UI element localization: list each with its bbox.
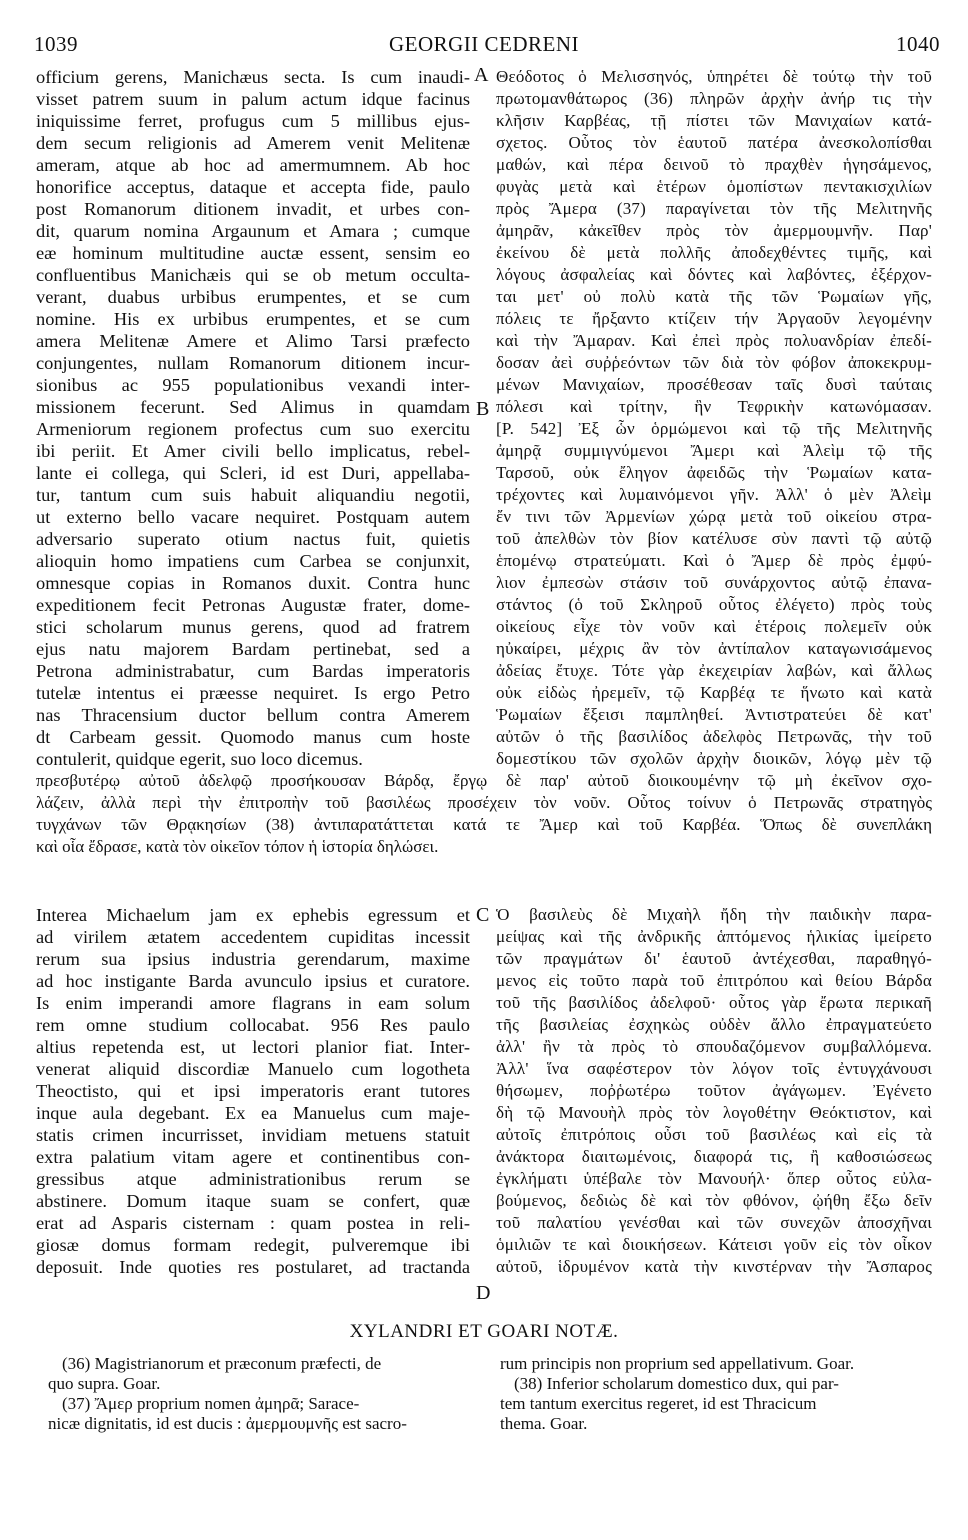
text-line: tutelæ intentus ei præesse nequiret. Is ergo Petro	[36, 683, 470, 703]
text-line: πρεσβυτέρῳ αὐτοῦ ἀδελφῷ προσήκουσαν Βάρδᾳ, ἔργῳ δὲ παρ' αὐτοῦ διοικουμένην τῷ μὴ ἐκεῖνον σχο-	[36, 771, 932, 790]
text-line: abstinere. Domum itaque suam se confert, quæ	[36, 1191, 470, 1211]
text-line: Interea Michaelum jam ex ephebis egressum et	[36, 905, 470, 925]
text-line: καὶ τὴν Ἄμαραν. Καὶ ἐπεὶ πρὸς πολυανδρίαν ἐπεδί-	[496, 331, 932, 350]
text-line: οὐκ εἰδὼς ἠρεμεῖν, τῷ Καρβέᾳ τε ἥνωτο καὶ κατὰ	[496, 683, 932, 702]
text-line: δομεστίκου τῶν σχολῶν ἀρχὴν διοικῶν, λόγῳ μὲν τῷ	[496, 749, 932, 768]
text-line: θήσωμεν, ποῤῥωτέρω τοῦτον ἀγάγωμεν. Ἐγένετο	[496, 1081, 932, 1100]
notes-title: XYLANDRI ET GOARI NOTÆ.	[349, 1321, 619, 1342]
text-line: rerum sua ipsius industria gerendarum, maxime	[36, 949, 470, 969]
note-line: thema. Goar.	[500, 1414, 588, 1433]
text-line: μενος εἰς τοῦτο παρὰ τοῦ ἐπιτρόπου καὶ θείου Βάρδα	[496, 971, 932, 990]
text-line: πόλεις τε ἤρξαντο κτίζειν τήν Ἀργαοῦν λεγομένην	[496, 309, 932, 328]
text-line: σχετος. Οὗτος τὸν ἑαυτοῦ πατέρα ἀνεσκολοπίσθαι	[496, 133, 932, 152]
text-line: confluentibus Manichæis qui se ob metum occulta-	[36, 265, 470, 285]
latin-column-top	[36, 66, 470, 770]
text-line: ηὐκαίρει, μέχρις ἂν τὸν ἀντίπαλον καταγωνισάμενος	[496, 639, 932, 658]
text-line: πρὸς Ἄμερα (37) παραγίνεται τὸν τῆς Μελιτηνῆς	[496, 199, 932, 218]
text-line: Petrona administrabatur, cum Bardas imperatoris	[36, 661, 470, 681]
text-line: conjungentes, nullam Romanorum ditionem incur-	[36, 353, 470, 373]
text-line: οἰκείους εἶχε τὸν νοῦν καὶ ἑτέροις πολεμεῖν οὐκ	[496, 617, 932, 636]
text-line: honorifice acceptus, dataque et accepta fide, paulo	[36, 177, 470, 197]
text-line: adversario superato otium nactus fuit, quietis	[36, 529, 470, 549]
text-line: Ῥωμαίων ἔξεισι παμπληθεί. Ἀντιστρατεύει δὲ κατ'	[496, 705, 932, 724]
text-line: στάντος (ὁ τοῦ Σκληροῦ οὗτος ἐλέγετο) πρὸς τοὺς	[496, 595, 932, 614]
text-line: λόγους ἀσφαλείας καὶ δόντες καὶ λαβόντες, ἐξέρχον-	[496, 265, 932, 284]
note-line: (37) Ἄμερ proprium nomen ἀμηρᾶ; Sarace-	[62, 1394, 360, 1413]
text-line: amera Melitenæ Amere et Alimo Tarsi præfecto	[36, 331, 470, 351]
note-line: (38) Inferior scholarum domestico dux, qui par-	[514, 1374, 839, 1393]
text-line: μαθών, καὶ πέρα δεινοῦ τὸ πραχθὲν ἡγησάμενος,	[496, 155, 932, 174]
latin-column-bottom	[36, 904, 470, 1278]
text-line: αὐτοῖς ἐπιτρόποις οὖσι τοῦ βασιλέως καὶ εἰς τὰ	[496, 1125, 932, 1144]
text-line: omnesque copias in Romanos duxit. Contra hunc	[36, 573, 470, 593]
text-line: giosæ domus formam redegit, pulveremque ibi	[36, 1235, 470, 1255]
text-line: altius repetenda est, ut lectori planior fiat. Inter-	[36, 1037, 470, 1057]
text-line: venerat aliquid discordiæ Manuelo cum logotheta	[36, 1059, 470, 1079]
text-line: ut externo bello vacare nequiret. Postquam autem	[36, 507, 470, 527]
text-line: inque aula degebant. Ex ea Manuelus cum maje-	[36, 1103, 470, 1123]
margin-marker-c: C	[476, 904, 490, 926]
text-line: αὐτῶν ὁ τῆς βασιλίδος ἀδελφὸς Πετρωνᾶς, τὴν τοῦ	[496, 727, 932, 746]
greek-column-bottom	[496, 904, 932, 1278]
text-line: τῆς βασιλείας ἐσχηκὼς οὐδὲν ἄλλο ἐπραγματεύετο	[496, 1015, 932, 1034]
page-number-right: 1040	[896, 32, 940, 56]
text-line: βούμενος, δεδιὼς δὲ καὶ τὸν φθόνον, ᾠήθη ἔξω δεῖν	[496, 1191, 932, 1210]
text-line: eæ hominum multitudine auctæ essent, sensim eo	[36, 243, 470, 263]
text-line: officium gerens, Manichæus secta. Is cum inaudi-	[36, 67, 470, 87]
text-line: τοῦ παλατίου γενέσθαι καὶ τῶν συνεχῶν ἀποσχῆναι	[496, 1213, 932, 1232]
text-line: tur, tantum cum suis habuit aliquandiu negotii,	[36, 485, 470, 505]
greek-column-top	[496, 66, 932, 770]
text-line: αὐτοῦ, ἱδρυμένον κατὰ τὴν κινστέρναν τὴν Ἄσπαρος	[496, 1257, 932, 1276]
text-line: erat ad Asparis cisternam : quam postea in reli-	[36, 1213, 470, 1233]
text-line: [P. 542] Ἐξ ὧν ὁρμώμενοι καὶ τῷ τῆς Μελιτηνῆς	[496, 419, 932, 438]
text-line: nomine. His ex urbibus erumpentes, et se cum	[36, 309, 470, 329]
margin-marker-a: A	[474, 64, 489, 86]
text-line: ameram, atque ab hoc ad amermumnem. Ab hoc	[36, 155, 470, 175]
text-line: missionem fecerunt. Sed Alimus in quamdam	[36, 397, 470, 417]
text-line: Is enim imperandi amore flagrans in eam solum	[36, 993, 470, 1013]
text-line: contulerit, quidque egerit, suo loco dicemus.	[36, 749, 363, 769]
page-number-left: 1039	[34, 32, 78, 56]
text-line: lante ei collega, qui Scleri, id est Duri, appellaba-	[36, 463, 470, 483]
text-line: deposuit. Inde quoties res postularet, ad tractanda	[36, 1257, 470, 1277]
text-line: iniquissime ferret, profugus cum 5 millibus ejus-	[36, 111, 470, 131]
text-line: stici scholarum munus gerens, quod ad fratrem	[36, 617, 470, 637]
text-line: expeditionem fecit Petronas Augustæ frater, dome-	[36, 595, 470, 615]
text-line: ἀμηρᾷ συμμιγνύμενοι Ἄμερι καὶ Ἀλεὶμ τῷ τῆς	[496, 441, 932, 460]
text-line: dit, quarum nomina Argaunum et Amara ; cumque	[36, 221, 470, 241]
running-title: GEORGII CEDRENI	[388, 32, 580, 56]
text-line: sionibus ac 955 populationibus vexandi inter-	[36, 375, 470, 395]
text-line: Θεόδοτος ὁ Μελισσηνός, ὑπηρέτει δὲ τούτῳ τὴν τοῦ	[496, 67, 932, 86]
text-line: ad virilem ætatem accedentem cupiditas incessit	[36, 927, 470, 947]
text-line: λάζειν, ἀλλὰ περὶ τὴν ἐπιτροπὴν τοῦ βασιλέως προσέχειν τὸν νοῦν. Οὗτος τοίνυν ὁ Πετρωνᾶς στρατηγὸς	[36, 793, 932, 812]
text-line: ἐγκλήματι ὑπέβαλε τὸν Μανουήλ· ὅπερ οὗτος εὐλα-	[496, 1169, 932, 1188]
text-line: ὁμιλιῶν τε καὶ διοικήσεων. Κάτεισι γοῦν εἰς τὸν οἶκον	[496, 1235, 932, 1254]
text-line: δοσαν ἀεὶ συῤῥεόντων τῶν διὰ τὸν φόβον ἀποκεκρυμ-	[496, 353, 932, 372]
greek-full-width-passage	[36, 770, 932, 858]
text-line: ἀλλ' ἢν τὰ πρὸς τὸ σπουδαζόμενον συμβαλλόμενα.	[496, 1037, 932, 1056]
text-line: visset patrem suum in palum actum idque facinus	[36, 89, 470, 109]
notes-column-right	[500, 1354, 930, 1434]
text-line: τῶν πραγμάτων δι' ἑαυτοῦ ἀντέχεσθαι, παραθηγό-	[496, 949, 932, 968]
text-line: alioquin homo impatiens cum Carbea se conjunxit,	[36, 551, 470, 571]
text-line: ἔν τινι τῶν Ἀρμενίων χώρᾳ μετὰ τοῦ οἰκείου στρα-	[496, 507, 932, 526]
note-line: quo supra. Goar.	[48, 1374, 161, 1393]
text-line: Ὁ βασιλεὺς δὲ Μιχαὴλ ἤδη τὴν παιδικὴν παρα-	[496, 905, 932, 924]
text-line: τρέχοντες καὶ λυμαινόμενοι γῆν. Ἀλλ' ὁ μὲν Ἀλεὶμ	[496, 485, 932, 504]
text-line: Armeniorum regionem profectus cum suo exercitu	[36, 419, 470, 439]
text-line: κλῆσιν Καρβέας, τῇ πίστει τῶν Μανιχαίων κατά-	[496, 111, 932, 130]
text-line: rem omne studium collocabat. 956 Res paulo	[36, 1015, 470, 1035]
note-line: rum principis non proprium sed appellativum. Goar.	[500, 1354, 855, 1373]
text-line: δὴ τῷ Μανουὴλ πρὸς τὸν λογοθέτην Θεόκτιστον, καὶ	[496, 1103, 932, 1122]
text-line: ἀμηρᾶν, κἀκεῖθεν πρὸς τὸν ἀμερμουμνῆν. Παρ'	[496, 221, 932, 240]
text-line: Ἀλλ' ἵνα σαφέστερον τὸν λόγον τοῖς ἐντυγχάνουσι	[496, 1059, 932, 1078]
note-line: nicæ dignitatis, id est ducis : ἀμερμουμνῆς est sacro-	[48, 1414, 407, 1433]
text-line: dt Carbeam gessit. Quomodo manus cum hoste	[36, 727, 470, 747]
text-line: dem secum religionis ad Amerem venit Melitenæ	[36, 133, 470, 153]
margin-marker-d: D	[476, 1282, 491, 1304]
text-line: πόλεσι καὶ τρίτην, ἣν Τεφρικὴν κατωνόμασαν.	[496, 397, 932, 416]
text-line: ejus natu majorem Bardam pertinebat, sed a	[36, 639, 470, 659]
text-line: Theoctisto, qui et ipsi imperatoris erant tutores	[36, 1081, 470, 1101]
text-line: nas Thracensium ductor bellum contra Amerem	[36, 705, 470, 725]
text-line: ἀδείας ἔτυχε. Τότε γὰρ ἐκεχειρίαν λαβών, καὶ ἄλλως	[496, 661, 932, 680]
notes-column-left	[48, 1354, 468, 1434]
text-line: gressibus atque administrationibus rerum se	[36, 1169, 470, 1189]
text-line: τοῦ τῆς βασιλίδος ἀδελφοῦ· οὗτος γὰρ ἔρωτα περικαῆ	[496, 993, 932, 1012]
text-line: καὶ οἷα ἔδρασε, κατὰ τὸν οἰκεῖον τόπον ἡ ἱστορία δηλώσει.	[36, 837, 439, 856]
text-line: ται μετ' οὐ πολὺ κατὰ τῆς τῶν Ῥωμαίων γῆς,	[496, 287, 932, 306]
text-line: τυγχάνων τῶν Θρᾳκησίων (38) ἀντιπαρατάττεται κατά τε Ἄμερ καὶ τοῦ Καρβέα. Ὅπως δὲ συνεπλάκη	[36, 815, 932, 834]
text-line: μένων Μανιχαίων, προσέθεσαν ταῖς δυσὶ ταύταις	[496, 375, 932, 394]
text-line: πρωτομανθάτωρος (36) πληρῶν ἀρχὴν ἀνήρ τις τὴν	[496, 89, 932, 108]
note-line: (36) Magistrianorum et præconum præfecti, de	[62, 1354, 382, 1373]
text-line: μείψας καὶ τῆς ἀνδρικῆς ἁπτόμενος ἡλικίας ἱμείρετο	[496, 927, 932, 946]
text-line: ibi periit. Et Amer civili bello implicatus, rebel-	[36, 441, 470, 461]
text-line: Ταρσοῦ, οὐκ ἔληγον ἀφειδῶς τὴν Ῥωμαίων κατα-	[496, 463, 932, 482]
text-line: extra palatium vitam agere et continentibus con-	[36, 1147, 470, 1167]
text-line: statis crimen incurrisset, invidiam metuens statuit	[36, 1125, 470, 1145]
text-line: ad hoc instigante Barda avunculo ipsius et curatore.	[36, 971, 470, 991]
margin-marker-b: B	[476, 398, 490, 420]
text-line: τοῦ ἀπελθὼν τὸν βίον κατέλυσε σὺν παντὶ τῷ αὐτῷ	[496, 529, 932, 548]
text-line: ἐκείνου δὲ μετὰ πολλῆς ἀποδεχθέντες τιμῆς, καὶ	[496, 243, 932, 262]
text-line: verant, duabus urbibus erumpentes, et se cum	[36, 287, 470, 307]
text-line: ἑπομένῳ στρατεύματι. Καὶ ὁ Ἄμερ δὲ πρὸς ἐμφύ-	[496, 551, 932, 570]
note-line: tem tantum exercitus regeret, id est Thracicum	[500, 1394, 817, 1413]
text-line: post Romanorum ditionem invadit, et urbes con-	[36, 199, 470, 219]
text-line: λιον ἐμπεσὼν στάσιν τοῦ συνάρχοντος αὐτῷ ἐπανα-	[496, 573, 932, 592]
text-line: φυγὰς μετὰ καὶ ἑτέρων ὁμοπίστων πεντακισχιλίων	[496, 177, 932, 196]
text-line: ἀνάκτορα διαιτωμένοις, διαφορά τις, ἢ καθοσιώσεως	[496, 1147, 932, 1166]
